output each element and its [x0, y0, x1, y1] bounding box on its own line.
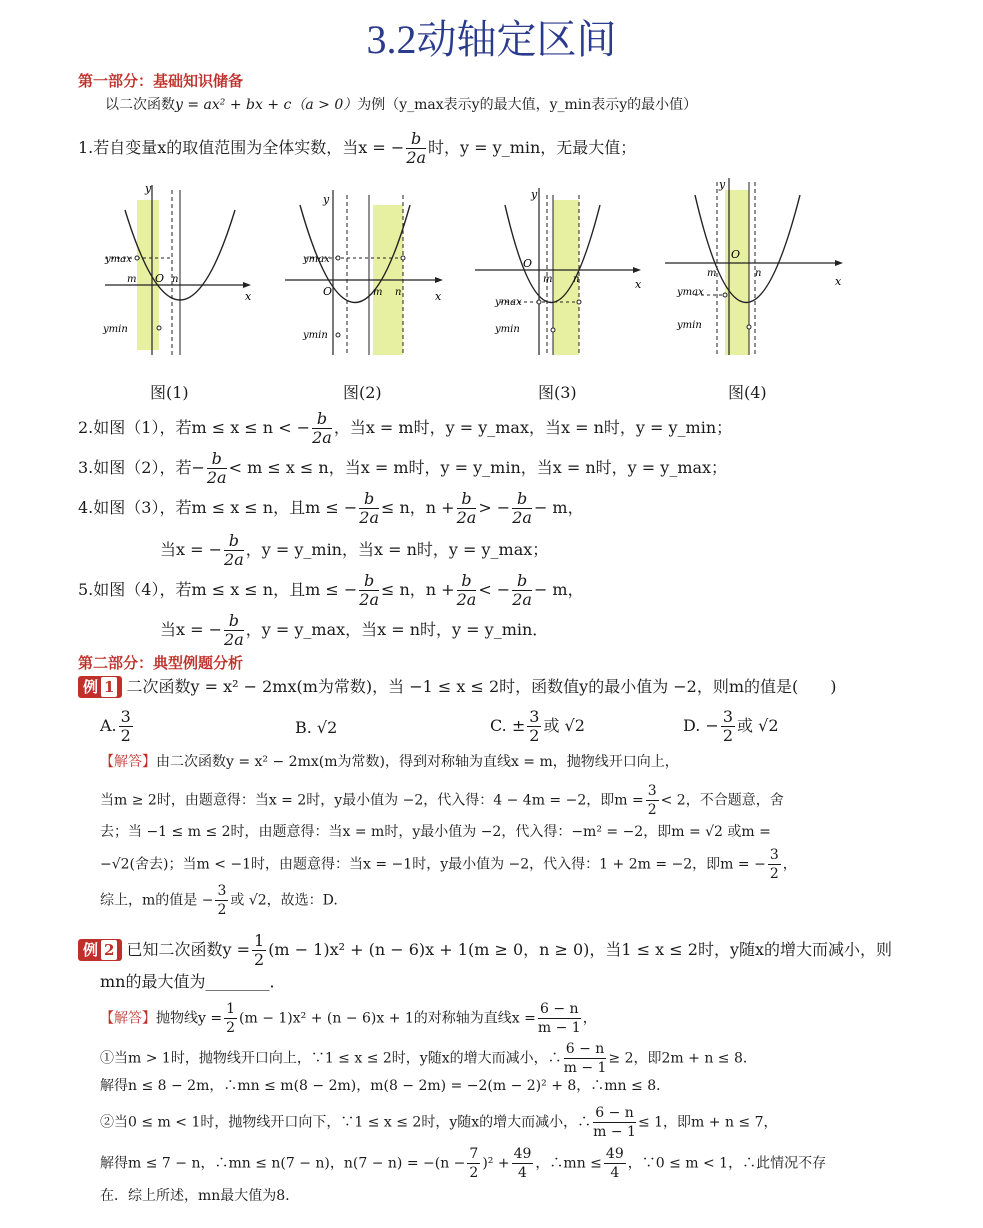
ex2-answer-2: ①当m > 1时，抛物线开口向上，∵1 ≤ x ≤ 2时，y随x的增大而减小，∴ $\frac{6 - n}{m - 1}$ ≥ 2，即2m + n ≤ 8． [100, 1041, 757, 1076]
ex1-answer-1: 【解答】由二次函数y = x² − 2mx(m为常数)，得到对称轴为直线x = m，抛物线开口向上， [100, 754, 679, 770]
svg-text:m: m [127, 274, 137, 285]
svg-text:x: x [835, 275, 842, 288]
intro-line: 以二次函数y = ax² + bx + c（a > 0）为例（y_max表示y的最大值，y_min表示y的最小值） [105, 97, 698, 113]
svg-text:x: x [435, 290, 442, 303]
svg-text:n: n [172, 274, 179, 285]
svg-text:O: O [523, 257, 533, 270]
item-4: 4.如图（3），若m ≤ x ≤ n，且m ≤ − $\frac{b}{2a}$ ≤ n，n + $\frac{b}{2a}$ > − $\frac{b}{2a}$ − m， [78, 489, 584, 527]
ex2-answer-3: 解得n ≤ 8 − 2m，∴mn ≤ m(8 − 2m)，m(8 − 2m) = −2(m − 2)² + 8，∴mn ≤ 8． [100, 1078, 671, 1094]
svg-text:n: n [755, 268, 762, 279]
figure-2 [285, 190, 443, 355]
figure-caption-2: 图(2) [343, 383, 382, 402]
section-heading-1: 第一部分：基础知识储备 [78, 72, 244, 90]
option-b: B. √2 [295, 718, 338, 737]
figure-1 [102, 182, 252, 355]
svg-text:x: x [635, 278, 642, 291]
figure-caption-4: 图(4) [728, 383, 767, 402]
svg-text:x: x [245, 290, 252, 303]
ex2-answer-6: 在．综上所述，mn最大值为8． [100, 1188, 300, 1204]
svg-text:ymax: ymax [495, 297, 522, 308]
example-badge: 例 1 [78, 676, 122, 698]
example-2-question-2: mn的最大值为________． [100, 972, 286, 991]
svg-text:O: O [155, 272, 165, 285]
item-5: 5.如图（4），若m ≤ x ≤ n，且m ≤ − $\frac{b}{2a}$ ≤ n，n + $\frac{b}{2a}$ < − $\frac{b}{2a}$ − m， [78, 571, 584, 609]
svg-text:m: m [373, 287, 383, 298]
svg-text:m: m [543, 274, 553, 285]
ex1-answer-2: 当m ≥ 2时，由题意得：当x = 2时，y最小值为 −2，代入得：4 − 4m = −2，即m = $\frac{3}{2}$ < 2，不合题意，舍 [100, 783, 784, 818]
svg-text:n: n [573, 274, 580, 285]
svg-text:n: n [395, 287, 402, 298]
svg-text:y: y [145, 182, 152, 195]
svg-text:O: O [731, 248, 741, 261]
svg-text:y: y [531, 188, 538, 201]
option-d: D. − $\frac{3}{2}$ 或 √2 [683, 707, 779, 745]
svg-text:ymax: ymax [677, 287, 704, 298]
item-3: 3.如图（2），若− $\frac{b}{2a}$ < m ≤ x ≤ n，当x = m时，y = y_min，当x = n时，y = y_max； [78, 449, 728, 487]
svg-text:O: O [323, 285, 333, 298]
item-2: 2.如图（1），若m ≤ x ≤ n < − $\frac{b}{2a}$ ，当x = m时，y = y_max，当x = n时，y = y_min； [78, 409, 733, 447]
example-2-question: 例 2 已知二次函数y = $\frac{1}{2}$ (m − 1)x² + (n − 6)x + 1(m ≥ 0，n ≥ 0)，当1 ≤ x ≤ 2时，y随x的增大而减小，则 [78, 932, 892, 969]
ex2-answer-5: 解得m ≤ 7 − n，∴mn ≤ n(7 − n)，n(7 − n) = −(n − $\frac{7}{2}$ )² + $\frac{49}{4}$ ，∴mn ≤ $\frac{49}{4}$ ，∵0 ≤ m < 1，∴此情况不存 [100, 1146, 827, 1181]
figure-caption-3: 图(3) [538, 383, 577, 402]
section-heading-2: 第二部分：典型例题分析 [78, 654, 244, 672]
ymax-label: ymax [105, 254, 132, 265]
parabola-figures [95, 170, 965, 370]
ex1-answer-3: 去；当 −1 ≤ m ≤ 2时，由题意得：当x = m时，y最小值为 −2，代入得：−m² = −2，即m = √2 或m = [100, 824, 771, 840]
example-badge: 例 2 [78, 939, 122, 961]
svg-text:m: m [707, 268, 717, 279]
option-a: A. $\frac{3}{2}$ [100, 707, 131, 745]
svg-text:ymax: ymax [303, 254, 330, 265]
figure-caption-1: 图(1) [150, 383, 189, 402]
svg-text:y: y [323, 193, 330, 206]
svg-text:ymin: ymin [677, 320, 702, 331]
ex1-answer-4: −√2(舍去)；当m < −1时，由题意得：当x = −1时，y最小值为 −2，代入得：1 + 2m = −2，即m = − $\frac{3}{2}$ ， [100, 847, 797, 882]
svg-text:y: y [719, 178, 726, 191]
item-4-line2: 当x = − $\frac{b}{2a}$ ，y = y_min，当x = n时，y = y_max； [160, 531, 549, 569]
ex1-answer-5: 综上，m的值是 − $\frac{3}{2}$ 或 √2，故选：D. [100, 883, 338, 918]
ymin-label: ymin [103, 324, 128, 335]
ex2-answer-4: ②当0 ≤ m < 1时，抛物线开口向下，∵1 ≤ x ≤ 2时，y随x的增大而减小，∴ $\frac{6 - n}{m - 1}$ ≤ 1，即m + n ≤ 7， [100, 1105, 778, 1140]
item-1: 1.若自变量x的取值范围为全体实数，当x = − $\frac{b}{2a}$ 时，y = y_min，无最大值； [78, 129, 637, 167]
svg-text:ymin: ymin [303, 330, 328, 341]
figure-3 [475, 188, 642, 355]
example-1-question: 例 1 二次函数y = x² − 2mx(m为常数)，当 −1 ≤ x ≤ 2时，函数值y的最小值为 −2，则m的值是( ) [78, 676, 837, 698]
page-title: 3.2动轴定区间 [366, 17, 617, 62]
figure-4 [665, 178, 843, 355]
option-c: C. ± $\frac{3}{2}$ 或 √2 [490, 707, 585, 745]
svg-text:ymin: ymin [495, 324, 520, 335]
item-5-line2: 当x = − $\frac{b}{2a}$ ，y = y_max，当x = n时，y = y_min． [160, 611, 549, 649]
ex2-answer-1: 【解答】抛物线y = $\frac{1}{2}$ (m − 1)x² + (n − 6)x + 1的对称轴为直线x = $\frac{6 - n}{m - 1}$ ， [100, 1001, 597, 1036]
